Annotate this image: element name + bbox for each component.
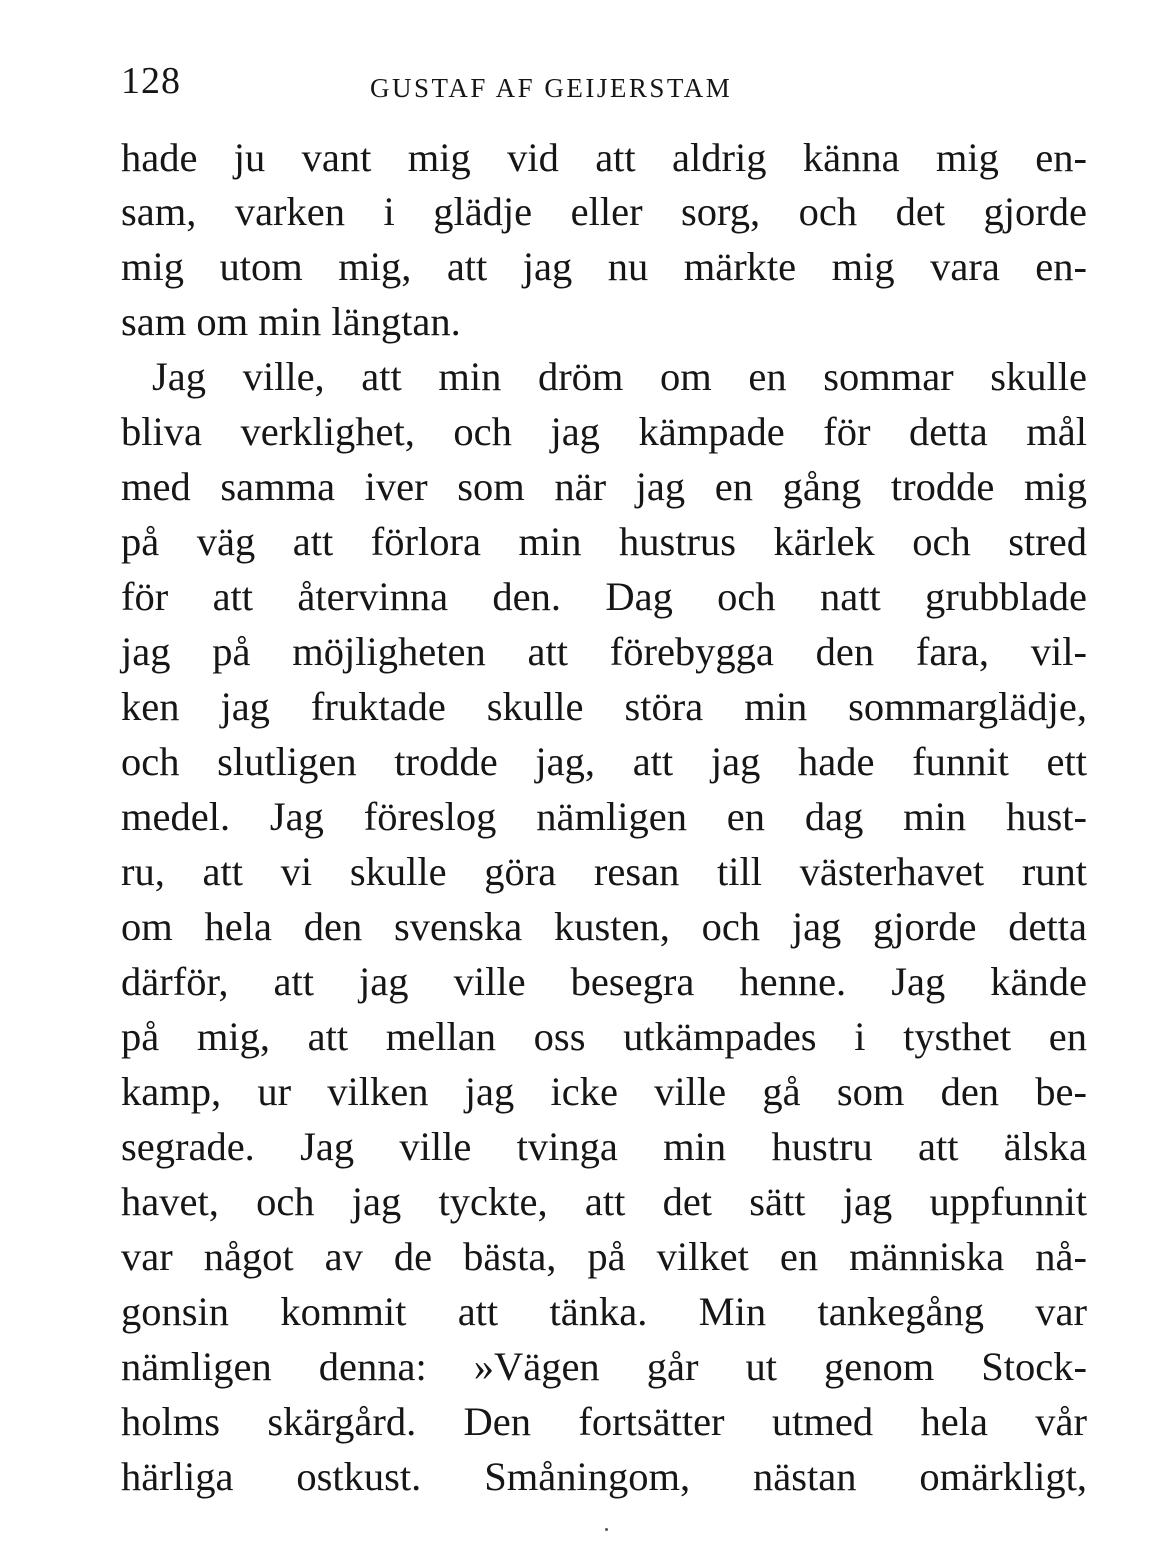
text-line: med samma iver som när jag en gång trodde mig [121, 464, 1087, 509]
text-line: holms skärgård. Den fortsätter utmed hela vår [121, 1399, 1087, 1444]
running-title: GUSTAF AF GEIJERSTAM [370, 73, 733, 103]
text-line: därför, att jag ville besegra henne. Jag kände [121, 959, 1087, 1004]
text-line: om hela den svenska kusten, och jag gjorde detta [121, 904, 1087, 949]
text-line: sam, varken i glädje eller sorg, och det gjorde [121, 189, 1087, 234]
text-line: bliva verklighet, och jag kämpade för detta mål [121, 409, 1087, 454]
text-line: var något av de bästa, på vilket en människa nå- [121, 1234, 1087, 1279]
text-line: mig utom mig, att jag nu märkte mig vara en- [121, 244, 1087, 289]
text-line: nämligen denna: »Vägen går ut genom Stock- [121, 1344, 1087, 1389]
text-line: på mig, att mellan oss utkämpades i tysthet en [121, 1014, 1087, 1059]
text-line: för att återvinna den. Dag och natt grubblade [121, 574, 1087, 619]
text-line: sam om min längtan. [121, 299, 461, 344]
text-line: jag på möjligheten att förebygga den fara, vil- [121, 629, 1087, 674]
text-line: medel. Jag föreslog nämligen en dag min hust- [121, 794, 1087, 839]
text-line: segrade. Jag ville tvinga min hustru att älska [121, 1124, 1087, 1169]
text-line: ken jag fruktade skulle störa min sommarglädje, [121, 684, 1087, 729]
text-line: hade ju vant mig vid att aldrig känna mig en- [121, 135, 1087, 180]
text-line: på väg att förlora min hustrus kärlek och stred [121, 519, 1087, 564]
scan-speck [605, 1528, 608, 1531]
text-line: gonsin kommit att tänka. Min tankegång var [121, 1289, 1087, 1334]
text-line: ru, att vi skulle göra resan till västerhavet runt [121, 849, 1087, 894]
paragraph-first-line: Jag ville, att min dröm om en sommar skulle [152, 354, 1087, 399]
text-line: havet, och jag tyckte, att det sätt jag uppfunnit [121, 1179, 1087, 1224]
text-line: härliga ostkust. Småningom, nästan omärkligt, [121, 1454, 1087, 1499]
page-number: 128 [121, 60, 181, 102]
text-line: och slutligen trodde jag, att jag hade funnit ett [121, 739, 1087, 784]
text-line: kamp, ur vilken jag icke ville gå som den be- [121, 1069, 1087, 1114]
